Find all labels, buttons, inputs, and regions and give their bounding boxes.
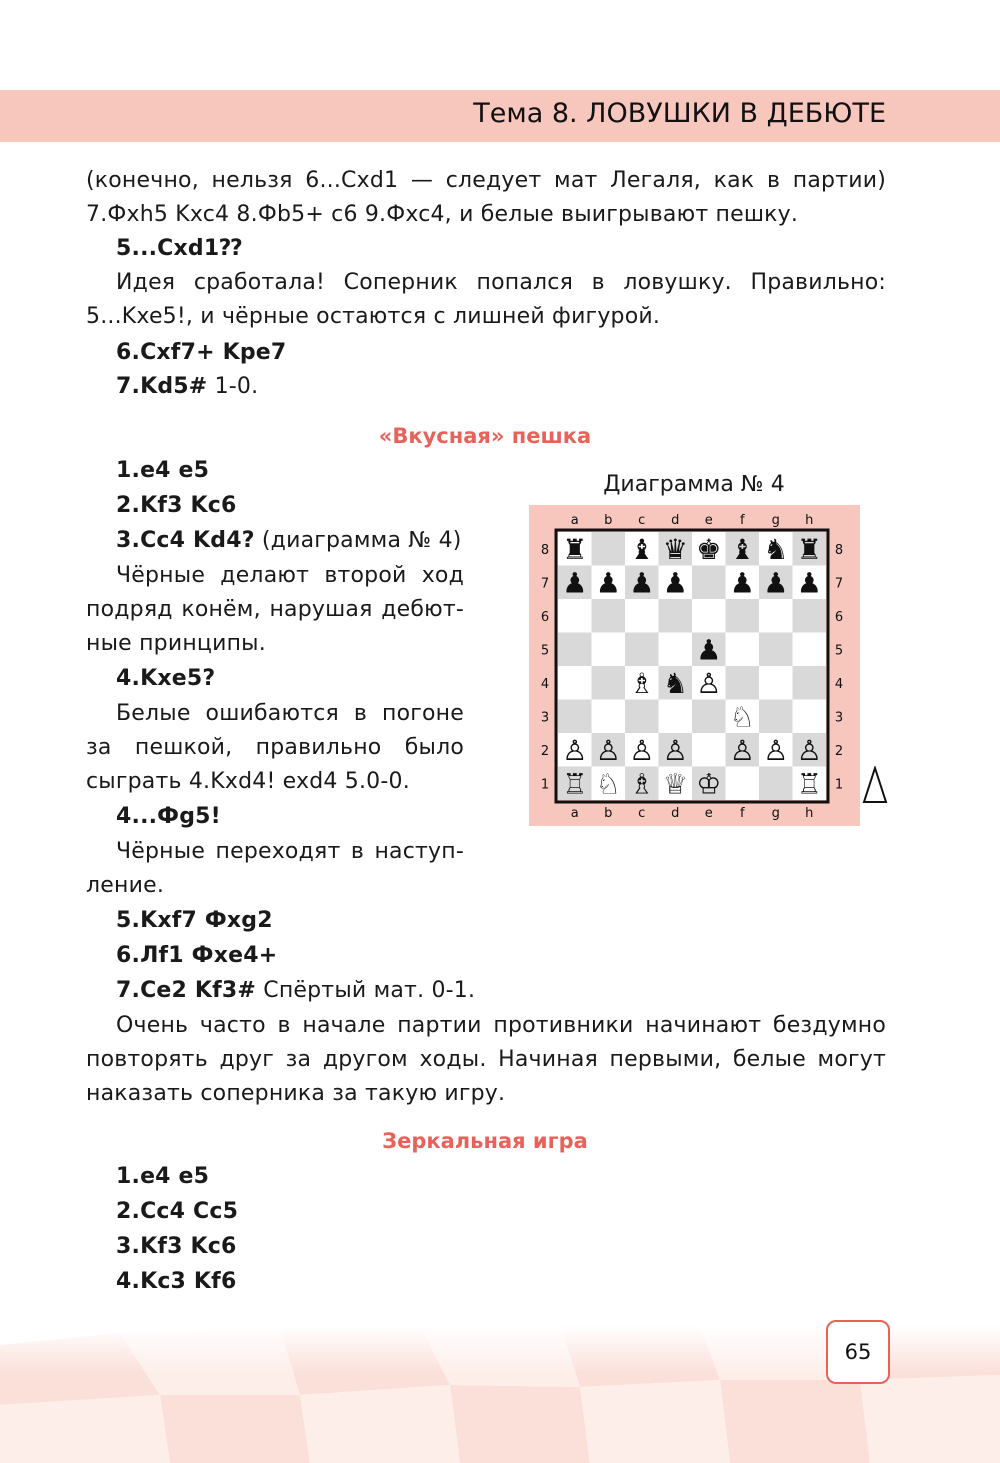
diagram-caption: Диаграмма № 4 — [603, 472, 785, 497]
s2-move-3 — [116, 528, 462, 554]
s2-move-4: 4.Kxe5? — [116, 666, 216, 691]
square-h3 — [793, 700, 827, 734]
s3-move-1: 1.e4 e5 — [116, 1164, 210, 1189]
s2-move-2: 2.Kf3 Kc6 — [116, 493, 237, 518]
s3-move-3: 3.Kf3 Kc6 — [116, 1234, 237, 1259]
rank-label-left: 6 — [540, 609, 550, 625]
piece-c7: ♟ — [629, 566, 655, 600]
piece-d7: ♟ — [662, 566, 688, 600]
square-f1 — [726, 767, 760, 801]
chapter-title: Тема 8. ЛОВУШКИ В ДЕБЮТЕ — [473, 98, 886, 129]
piece-a8: ♜ — [562, 532, 588, 566]
rank-label-right: 2 — [834, 743, 844, 759]
move-7-notation: 7.Kd5# — [116, 374, 208, 399]
s2-move-3-notation: 3.Cc4 Kd4? — [116, 528, 255, 553]
file-label-bottom: d — [671, 806, 680, 821]
square-c3 — [625, 700, 659, 734]
file-label-bottom: f — [739, 806, 745, 821]
move-6: 6.Cxf7+ Kpe7 — [116, 340, 287, 365]
rank-label-right: 7 — [834, 576, 844, 592]
intro-line-2: 7.Фxh5 Kxc4 8.Фb5+ c6 9.Фxc4, и белые выигрывают пешку. — [86, 202, 799, 227]
piece-d4: ♞ — [662, 666, 688, 700]
piece-f8: ♝ — [729, 532, 755, 566]
move-7-result: 1-0. — [207, 374, 259, 399]
piece-h1: ♖ — [796, 767, 822, 801]
square-f4 — [726, 666, 760, 700]
file-label-bottom: h — [805, 806, 814, 821]
piece-h2: ♙ — [796, 733, 822, 767]
s2-move-1: 1.e4 e5 — [116, 458, 210, 483]
square-b6 — [592, 599, 626, 633]
s2-comment-2-line: Белые ошибаются в погоне — [116, 701, 464, 726]
piece-a7: ♟ — [562, 566, 588, 600]
piece-c8: ♝ — [629, 532, 655, 566]
piece-c4: ♗ — [629, 666, 655, 700]
move-7 — [116, 374, 258, 400]
chess-diagram — [529, 505, 860, 826]
file-label-top: a — [570, 513, 579, 528]
piece-h7: ♟ — [796, 566, 822, 600]
s2-move-3-note: (диаграмма № 4) — [254, 528, 462, 553]
piece-g2: ♙ — [763, 733, 789, 767]
s2-comment-3-line: ление. — [86, 873, 165, 898]
rank-label-left: 8 — [540, 542, 550, 558]
square-g4 — [759, 666, 793, 700]
rank-label-left: 3 — [540, 710, 550, 726]
square-b8 — [592, 532, 626, 566]
comment-line: Идея сработала! Соперник попался в ловушку. Правильно: — [116, 270, 886, 295]
piece-f2: ♙ — [729, 733, 755, 767]
square-a5 — [558, 633, 592, 667]
file-label-top: d — [671, 513, 680, 528]
s2-comment-1-line: ные принципы. — [86, 631, 266, 656]
square-d3 — [659, 700, 693, 734]
square-c6 — [625, 599, 659, 633]
rank-label-left: 1 — [540, 777, 550, 793]
piece-h8: ♜ — [796, 532, 822, 566]
square-e7 — [692, 566, 726, 600]
file-label-bottom: e — [704, 806, 713, 821]
square-b3 — [592, 700, 626, 734]
square-b4 — [592, 666, 626, 700]
piece-a1: ♖ — [562, 767, 588, 801]
square-h4 — [793, 666, 827, 700]
piece-e4: ♙ — [696, 666, 722, 700]
s2-comment-1-line: подряд конём, нарушая дебют- — [86, 597, 464, 622]
file-label-top: b — [604, 513, 613, 528]
outro-line: Очень часто в начале партии противники начинают бездумно — [116, 1013, 886, 1038]
s2-comment-2-line: за пешкой, правильно было — [86, 735, 464, 760]
square-a3 — [558, 700, 592, 734]
piece-c1: ♗ — [629, 767, 655, 801]
rank-label-right: 1 — [834, 777, 844, 793]
file-label-bottom: a — [570, 806, 579, 821]
square-e2 — [692, 733, 726, 767]
square-b5 — [592, 633, 626, 667]
s2-move-7 — [116, 978, 475, 1004]
file-label-bottom: c — [638, 806, 646, 821]
s3-move-2: 2.Cc4 Cc5 — [116, 1199, 239, 1224]
intro-line-1: (конечно, нельзя 6...Cxd1 — следует мат Легаля, как в партии) — [86, 168, 886, 193]
rank-label-left: 2 — [540, 743, 550, 759]
square-d6 — [659, 599, 693, 633]
s3-move-4: 4.Kc3 Kf6 — [116, 1269, 237, 1294]
white-to-move-triangle-icon — [862, 766, 888, 804]
piece-d1: ♕ — [662, 767, 688, 801]
square-g6 — [759, 599, 793, 633]
rank-label-right: 5 — [834, 643, 844, 659]
square-f5 — [726, 633, 760, 667]
piece-g8: ♞ — [763, 532, 789, 566]
rank-label-right: 4 — [834, 676, 844, 692]
page-number: 65 — [826, 1320, 890, 1384]
square-g1 — [759, 767, 793, 801]
file-label-top: h — [805, 513, 814, 528]
s2-move-7-notation: 7.Ce2 Kf3# — [116, 978, 257, 1003]
piece-g7: ♟ — [763, 566, 789, 600]
piece-c2: ♙ — [629, 733, 655, 767]
piece-b1: ♘ — [595, 767, 621, 801]
piece-e1: ♔ — [696, 767, 722, 801]
piece-b2: ♙ — [595, 733, 621, 767]
file-label-top: e — [704, 513, 713, 528]
s2-move-6: 6.Лf1 Фxe4+ — [116, 943, 278, 968]
piece-a2: ♙ — [562, 733, 588, 767]
move-5-black: 5...Cxd1⁇ — [116, 236, 243, 261]
piece-b7: ♟ — [595, 566, 621, 600]
comment-line: 5...Kxe5!, и чёрные остаются с лишней фигурой. — [86, 304, 661, 329]
outro-line: повторять друг за другом ходы. Начиная первыми, белые могут — [86, 1047, 886, 1072]
piece-f7: ♟ — [729, 566, 755, 600]
rank-label-left: 5 — [540, 643, 550, 659]
section-heading-mirror-game: Зеркальная игра — [382, 1129, 588, 1153]
section-heading-tasty-pawn: «Вкусная» пешка — [378, 424, 592, 448]
rank-label-left: 4 — [540, 676, 550, 692]
piece-f3: ♘ — [729, 700, 755, 734]
file-label-top: c — [638, 513, 646, 528]
file-label-top: g — [771, 513, 780, 528]
s2-comment-1-line: Чёрные делают второй ход — [116, 563, 464, 588]
piece-d2: ♙ — [662, 733, 688, 767]
square-h6 — [793, 599, 827, 633]
s2-move-4-black: 4...Фg5! — [116, 804, 221, 829]
square-g3 — [759, 700, 793, 734]
file-label-bottom: b — [604, 806, 613, 821]
rank-label-right: 6 — [834, 609, 844, 625]
s2-move-7-note: Спёртый мат. 0-1. — [256, 978, 476, 1003]
piece-d8: ♛ — [662, 532, 688, 566]
square-f6 — [726, 599, 760, 633]
rank-label-left: 7 — [540, 576, 550, 592]
square-a6 — [558, 599, 592, 633]
square-d5 — [659, 633, 693, 667]
square-e3 — [692, 700, 726, 734]
file-label-bottom: g — [771, 806, 780, 821]
s2-comment-2-line: сыграть 4.Kxd4! exd4 5.0-0. — [86, 769, 410, 794]
rank-label-right: 8 — [834, 542, 844, 558]
piece-e8: ♚ — [696, 532, 722, 566]
square-a4 — [558, 666, 592, 700]
square-g5 — [759, 633, 793, 667]
square-h5 — [793, 633, 827, 667]
s2-move-5: 5.Kxf7 Фxg2 — [116, 908, 273, 933]
square-e6 — [692, 599, 726, 633]
file-label-top: f — [739, 513, 745, 528]
piece-e5: ♟ — [696, 633, 722, 667]
square-c5 — [625, 633, 659, 667]
s2-comment-3-line: Чёрные переходят в наступ- — [116, 839, 464, 864]
outro-line: наказать соперника за такую игру. — [86, 1081, 506, 1106]
rank-label-right: 3 — [834, 710, 844, 726]
